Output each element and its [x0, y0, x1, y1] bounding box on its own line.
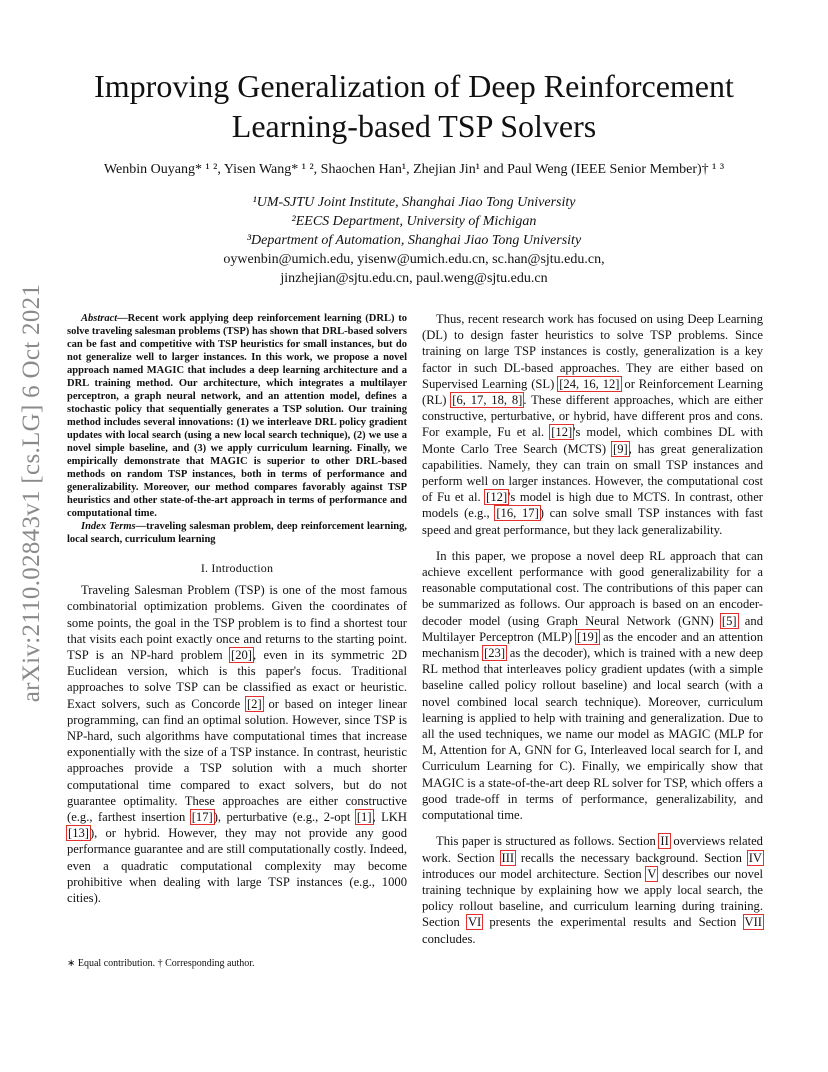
- citation-link[interactable]: [12]: [486, 490, 508, 505]
- arxiv-id: arXiv:2110.02843v1 [cs.LG] 6 Oct 2021: [18, 283, 45, 703]
- paper-title: [0, 66, 828, 146]
- citation-link[interactable]: [23]: [484, 646, 506, 661]
- arxiv-sidebar-stamp: [14, 283, 50, 703]
- citation-link[interactable]: [1]: [356, 810, 372, 825]
- author-list: Wenbin Ouyang* ¹ ², Yisen Wang* ¹ ², Shaochen Han¹, Zhejian Jin¹ and Paul Weng (IEEE Senior Member)† ¹ ³: [103, 162, 725, 177]
- section-ref-link[interactable]: V: [647, 866, 657, 881]
- affiliation-1: ¹UM-SJTU Joint Institute, Shanghai Jiao Tong University: [252, 195, 576, 210]
- section-ref-link[interactable]: IV: [748, 850, 763, 865]
- emails-line-1: oywenbin@umich.edu, yisenw@umich.edu.cn, sc.han@sjtu.edu.cn,: [223, 252, 605, 267]
- section-title-introduction: I. Introduction: [200, 561, 274, 575]
- right-column: [422, 311, 763, 947]
- section-ref-link[interactable]: III: [501, 850, 515, 865]
- citation-link[interactable]: [12]: [551, 425, 573, 440]
- citation-link[interactable]: [2]: [246, 696, 262, 711]
- title-line-1: Improving Generalization of Deep Reinforcement: [94, 68, 734, 104]
- citation-link[interactable]: [17]: [191, 810, 213, 825]
- citation-link[interactable]: [6, 17, 18, 8]: [452, 393, 523, 408]
- emails-line-2: jinzhejian@sjtu.edu.cn, paul.weng@sjtu.edu.cn: [280, 271, 548, 286]
- abstract-label: Abstract: [81, 313, 118, 324]
- citation-link[interactable]: [19]: [577, 629, 599, 644]
- intro-paragraph-1: Traveling Salesman Problem (TSP) is one of the most famous combinatorial optimization problems. Given the coordinates of some points, the goal in the TSP problem is to find a shortest tour that visits each point exactly once and returns to the starting point. TSP is an NP-hard problem [20], even in its symmetric 2D Euclidean version, which is this paper's focus. Traditional approaches to solve TSP can be classified as exact or heuristic. Exact solvers, such as Concorde [2] or based on integer linear programming, can find an optimal solution. However, since TSP is NP-hard, such algorithms have computational times that increase exponentially with the size of a TSP instance. In contrast, heuristic approaches provide a TSP solution with a much shorter computational time compared to exact solvers, but do not guarantee optimality. These approaches are either constructive (e.g., farthest insertion [17]), perturbative (e.g., 2-opt [1], LKH [13]), or hybrid. However, they may not provide any good performance guarantee and are still computationally costly. Indeed, even a quadratic computational complexity may become prohibitive when dealing with large TSP instances (e.g., 1000 cities).: [67, 583, 407, 906]
- affiliation-2: ²EECS Department, University of Michigan: [291, 214, 537, 229]
- left-column: [67, 312, 407, 906]
- abstract: [67, 312, 407, 520]
- affiliations: [0, 193, 828, 288]
- title-line-2: Learning-based TSP Solvers: [231, 108, 597, 144]
- index-terms-label: Index Terms: [81, 521, 136, 532]
- citation-link[interactable]: [20]: [231, 648, 252, 663]
- section-ref-link[interactable]: VII: [744, 915, 762, 930]
- citation-link[interactable]: [5]: [721, 613, 737, 628]
- section-ref-link[interactable]: VI: [467, 915, 482, 930]
- index-terms: [67, 520, 407, 546]
- footnote: ∗ Equal contribution. † Corresponding author.: [67, 958, 255, 969]
- intro-paragraph-2: Thus, recent research work has focused on using Deep Learning (DL) to design faster heuristics to solve TSP problems. Since training on large TSP instances is costly, generalization is a key factor in such DL-based approaches. They are either based on Supervised Learning (SL) [24, 16, 12] or Reinforcement Learning (RL) [6, 17, 18, 8]. These different approaches, which are either constructive, perturbative, or hybrid, have different pros and cons. For example, Fu et al. [12]'s model, which combines DL with Monte Carlo Tree Search (MCTS) [9], has great generalization capabilities. Namely, they can train on small TSP instances and perform well on larger instances. However, the computational cost of Fu et al. [12]'s model is high due to MCTS. In contrast, other models (e.g., [16, 17]) can solve small TSP instances with fast speed and great performance, but they lack generalizability.: [422, 312, 764, 537]
- index-terms-text: —traveling salesman problem, deep reinforcement learning, local search, curriculum learning: [67, 521, 407, 545]
- intro-paragraph-4: This paper is structured as follows. Section II overviews related work. Section III recalls the necessary background. Section IV introduces our model architecture. Section V describes our novel training technique by explaining how we apply local search, the policy rollout baseline, and curriculum learning during training. Section VI presents the experimental results and Section VII concludes.: [422, 834, 763, 946]
- citation-link[interactable]: [9]: [613, 441, 628, 456]
- citation-link[interactable]: [24, 16, 12]: [559, 376, 620, 391]
- intro-paragraph-3: In this paper, we propose a novel deep RL approach that can achieve excellent performance with good generalizability for a reasonable computational cost. The contributions of this paper can be summarized as follows. Our approach is based on an encoder-decoder model (using Graph Neural Network (GNN) [5] and Multilayer Perceptron (MLP) [19] as the encoder and an attention mechanism [23] as the decoder), which is trained with a new deep RL method that interleaves policy gradient updates (with a simple baseline called policy rollout baseline) and local search (with a novel combined local search technique). Moreover, curriculum learning is applied to help with training and generalization. Due to all the used techniques, we name our model as MAGIC (MLP for M, Attention for A, GNN for G, Interleaved local search for I, and Curriculum Learning for C). Finally, we empirically show that MAGIC is a state-of-the-art deep RL solver for TSP, which offers a good trade-off in terms of performance, generalizability, and computational time.: [422, 548, 763, 823]
- citation-link[interactable]: [16, 17]: [496, 506, 539, 521]
- affiliation-3: ³Department of Automation, Shanghai Jiao Tong University: [246, 233, 582, 248]
- abstract-text: —Recent work applying deep reinforcement learning (DRL) to solve traveling salesman problems (TSP) has shown that DRL-based solvers can be fast and competitive with TSP heuristics for small instances, but do not generalize well to larger instances. In this work, we propose a novel approach named MAGIC that includes a deep learning architecture and a DRL training method. Our architecture, which integrates a multilayer perceptron, a graph neural network, and an attention model, defines a stochastic policy that sequentially generates a TSP solution. Our training method includes several innovations: (1) we interleave DRL policy gradient updates with local search (using a new local search technique), (2) we use a novel simple baseline, and (3) we apply curriculum learning. Finally, we empirically demonstrate that MAGIC is superior to other DRL-based methods on random TSP instances, both in terms of performance and generalizability. Moreover, our method compares favorably against TSP heuristics and other state-of-the-art approach in terms of performance and computational time.: [67, 313, 407, 519]
- section-ref-link[interactable]: II: [660, 834, 669, 849]
- citation-link[interactable]: [13]: [68, 826, 89, 841]
